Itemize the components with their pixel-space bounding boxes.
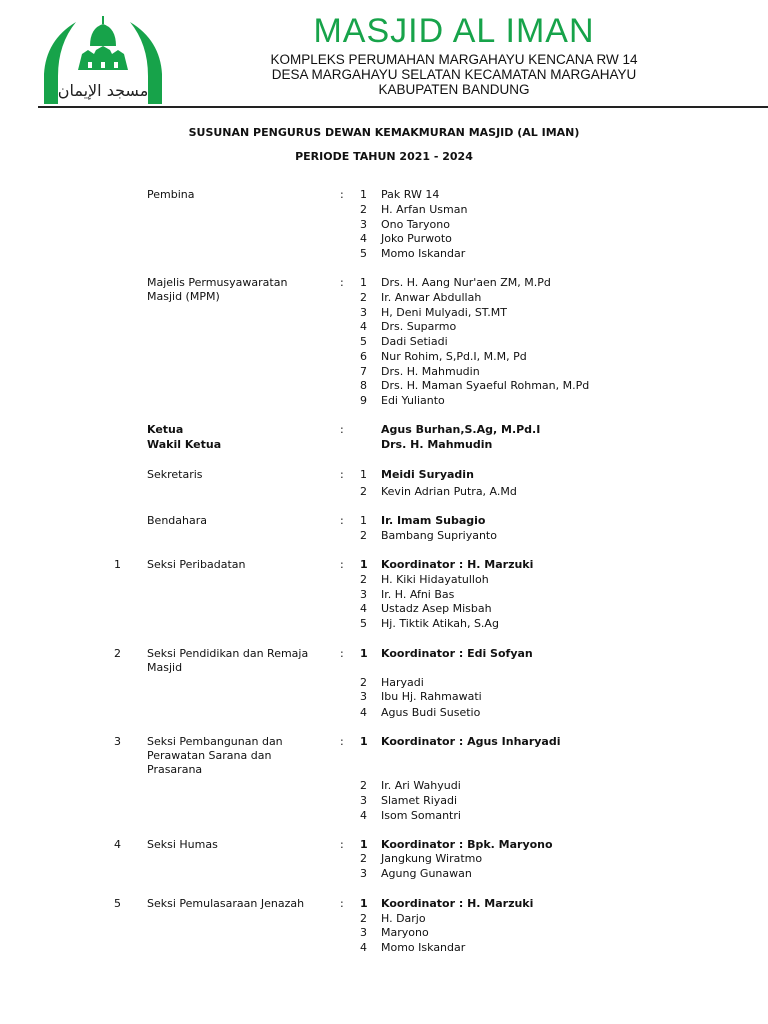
member-number: 1	[360, 514, 367, 527]
member-name: Drs. H. Aang Nur'aen ZM, M.Pd	[381, 276, 551, 289]
member-name: Agus Budi Susetio	[381, 706, 481, 719]
colon: :	[340, 276, 344, 289]
member-number: 4	[360, 602, 367, 615]
address-line-1: KOMPLEKS PERUMAHAN MARGAHAYU KENCANA RW 14	[270, 52, 638, 67]
member-number: 2	[360, 485, 367, 498]
member-number: 2	[360, 852, 367, 865]
section-label: Seksi Humas	[147, 838, 218, 851]
member-number: 3	[360, 926, 367, 939]
member-name: Drs. Suparmo	[381, 320, 457, 333]
section-number: 5	[114, 897, 121, 910]
wakil-ketua-label: Wakil Ketua	[147, 438, 222, 451]
member-number: 1	[360, 188, 367, 201]
member-number: 4	[360, 320, 367, 333]
address-line-3: KABUPATEN BANDUNG	[378, 82, 530, 97]
member-number: 3	[360, 867, 367, 880]
colon: :	[340, 897, 344, 910]
bendahara-label: Bendahara	[147, 514, 207, 527]
member-name: Hj. Tiktik Atikah, S.Ag	[381, 617, 499, 630]
member-number: 4	[360, 706, 367, 719]
coordinator-name: Koordinator : Edi Sofyan	[381, 647, 533, 660]
member-name: Bambang Supriyanto	[381, 529, 497, 542]
mosque-name: MASJID AL IMAN	[313, 12, 595, 50]
member-name: Ibu Hj. Rahmawati	[381, 690, 482, 703]
member-number: 3	[360, 794, 367, 807]
section-number: 4	[114, 838, 121, 851]
colon: :	[340, 647, 344, 660]
member-name: Ono Taryono	[381, 218, 450, 231]
ketua-name: Agus Burhan,S.Ag, M.Pd.I	[381, 423, 541, 436]
pembina-label: Pembina	[147, 188, 195, 201]
member-number: 1	[360, 558, 368, 571]
section-label: Seksi Pembangunan dan Perawatan Sarana dan Prasarana	[147, 735, 283, 776]
member-number: 3	[360, 218, 367, 231]
member-number: 2	[360, 529, 367, 542]
coordinator-name: Koordinator : H. Marzuki	[381, 558, 534, 571]
member-name: Drs. H. Mahmudin	[381, 365, 480, 378]
member-name: Dadi Setiadi	[381, 335, 448, 348]
member-name: Isom Somantri	[381, 809, 461, 822]
member-number: 2	[360, 779, 367, 792]
member-number: 2	[360, 573, 367, 586]
coordinator-name: Koordinator : H. Marzuki	[381, 897, 534, 910]
member-name: Ir. Anwar Abdullah	[381, 291, 482, 304]
member-name: Slamet Riyadi	[381, 794, 458, 807]
member-number: 1	[360, 647, 368, 660]
member-name: Momo Iskandar	[381, 247, 466, 260]
member-number: 4	[360, 809, 367, 822]
mosque-logo	[38, 14, 168, 106]
sekretaris-label: Sekretaris	[147, 468, 203, 481]
header-divider	[38, 106, 768, 108]
member-number: 4	[360, 941, 367, 954]
document-period: PERIODE TAHUN 2021 - 2024	[295, 150, 473, 163]
member-number: 2	[360, 203, 367, 216]
section-label: Seksi Peribadatan	[147, 558, 246, 571]
logo-calligraphy: مسجد الإيمان	[57, 81, 149, 100]
member-number: 5	[360, 617, 367, 630]
section-label: Seksi Pemulasaraan Jenazah	[147, 897, 305, 910]
member-number: 1	[360, 735, 368, 748]
address-block	[230, 52, 678, 97]
member-number: 4	[360, 232, 367, 245]
member-number: 1	[360, 276, 367, 289]
member-number: 2	[360, 676, 367, 689]
member-name: Ir. Ari Wahyudi	[381, 779, 461, 792]
member-name: Ir. H. Afni Bas	[381, 588, 455, 601]
colon: :	[340, 423, 344, 436]
colon: :	[340, 514, 344, 527]
member-name: Drs. H. Maman Syaeful Rohman, M.Pd	[381, 379, 590, 392]
member-number: 3	[360, 690, 367, 703]
ketua-label: Ketua	[147, 423, 184, 436]
member-name: Jangkung Wiratmo	[381, 852, 483, 865]
member-name: Ustadz Asep Misbah	[381, 602, 492, 615]
member-number: 1	[360, 468, 367, 481]
colon: :	[340, 558, 344, 571]
member-number: 2	[360, 912, 367, 925]
member-number: 7	[360, 365, 367, 378]
member-name: H. Kiki Hidayatulloh	[381, 573, 489, 586]
member-number: 5	[360, 335, 367, 348]
wakil-ketua-name: Drs. H. Mahmudin	[381, 438, 493, 451]
member-number: 3	[360, 588, 367, 601]
member-name: H. Darjo	[381, 912, 426, 925]
address-line-2: DESA MARGAHAYU SELATAN KECAMATAN MARGAHAYU	[271, 67, 637, 82]
member-number: 8	[360, 379, 367, 392]
member-number: 6	[360, 350, 367, 363]
member-number: 9	[360, 394, 367, 407]
member-name: Nur Rohim, S,Pd.I, M.M, Pd	[381, 350, 527, 363]
member-name: Momo Iskandar	[381, 941, 466, 954]
section-label: Seksi Pendidikan dan Remaja Masjid	[147, 647, 309, 674]
colon: :	[340, 468, 344, 481]
member-name: Kevin Adrian Putra, A.Md	[381, 485, 517, 498]
member-name: Edi Yulianto	[381, 394, 445, 407]
member-name: Haryadi	[381, 676, 424, 689]
member-name: Joko Purwoto	[381, 232, 452, 245]
member-name: Meidi Suryadin	[381, 468, 474, 481]
member-number: 1	[360, 838, 368, 851]
member-name: Maryono	[381, 926, 429, 939]
colon: :	[340, 838, 344, 851]
section-number: 3	[114, 735, 121, 748]
member-name: H. Arfan Usman	[381, 203, 468, 216]
letterhead	[0, 0, 768, 110]
section-number: 2	[114, 647, 121, 660]
mpm-label: Majelis Permusyawaratan Masjid (MPM)	[147, 276, 288, 303]
member-name: Ir. Imam Subagio	[381, 514, 486, 527]
member-number: 5	[360, 247, 367, 260]
section-number: 1	[114, 558, 121, 571]
member-name: Pak RW 14	[381, 188, 440, 201]
member-number: 2	[360, 291, 367, 304]
document-title: SUSUNAN PENGURUS DEWAN KEMAKMURAN MASJID (AL IMAN)	[188, 126, 580, 139]
member-number: 1	[360, 897, 368, 910]
colon: :	[340, 188, 344, 201]
colon: :	[340, 735, 344, 748]
member-name: H, Deni Mulyadi, ST.MT	[381, 306, 507, 319]
member-number: 3	[360, 306, 367, 319]
member-name: Agung Gunawan	[381, 867, 472, 880]
coordinator-name: Koordinator : Bpk. Maryono	[381, 838, 553, 851]
coordinator-name: Koordinator : Agus Inharyadi	[381, 735, 561, 748]
